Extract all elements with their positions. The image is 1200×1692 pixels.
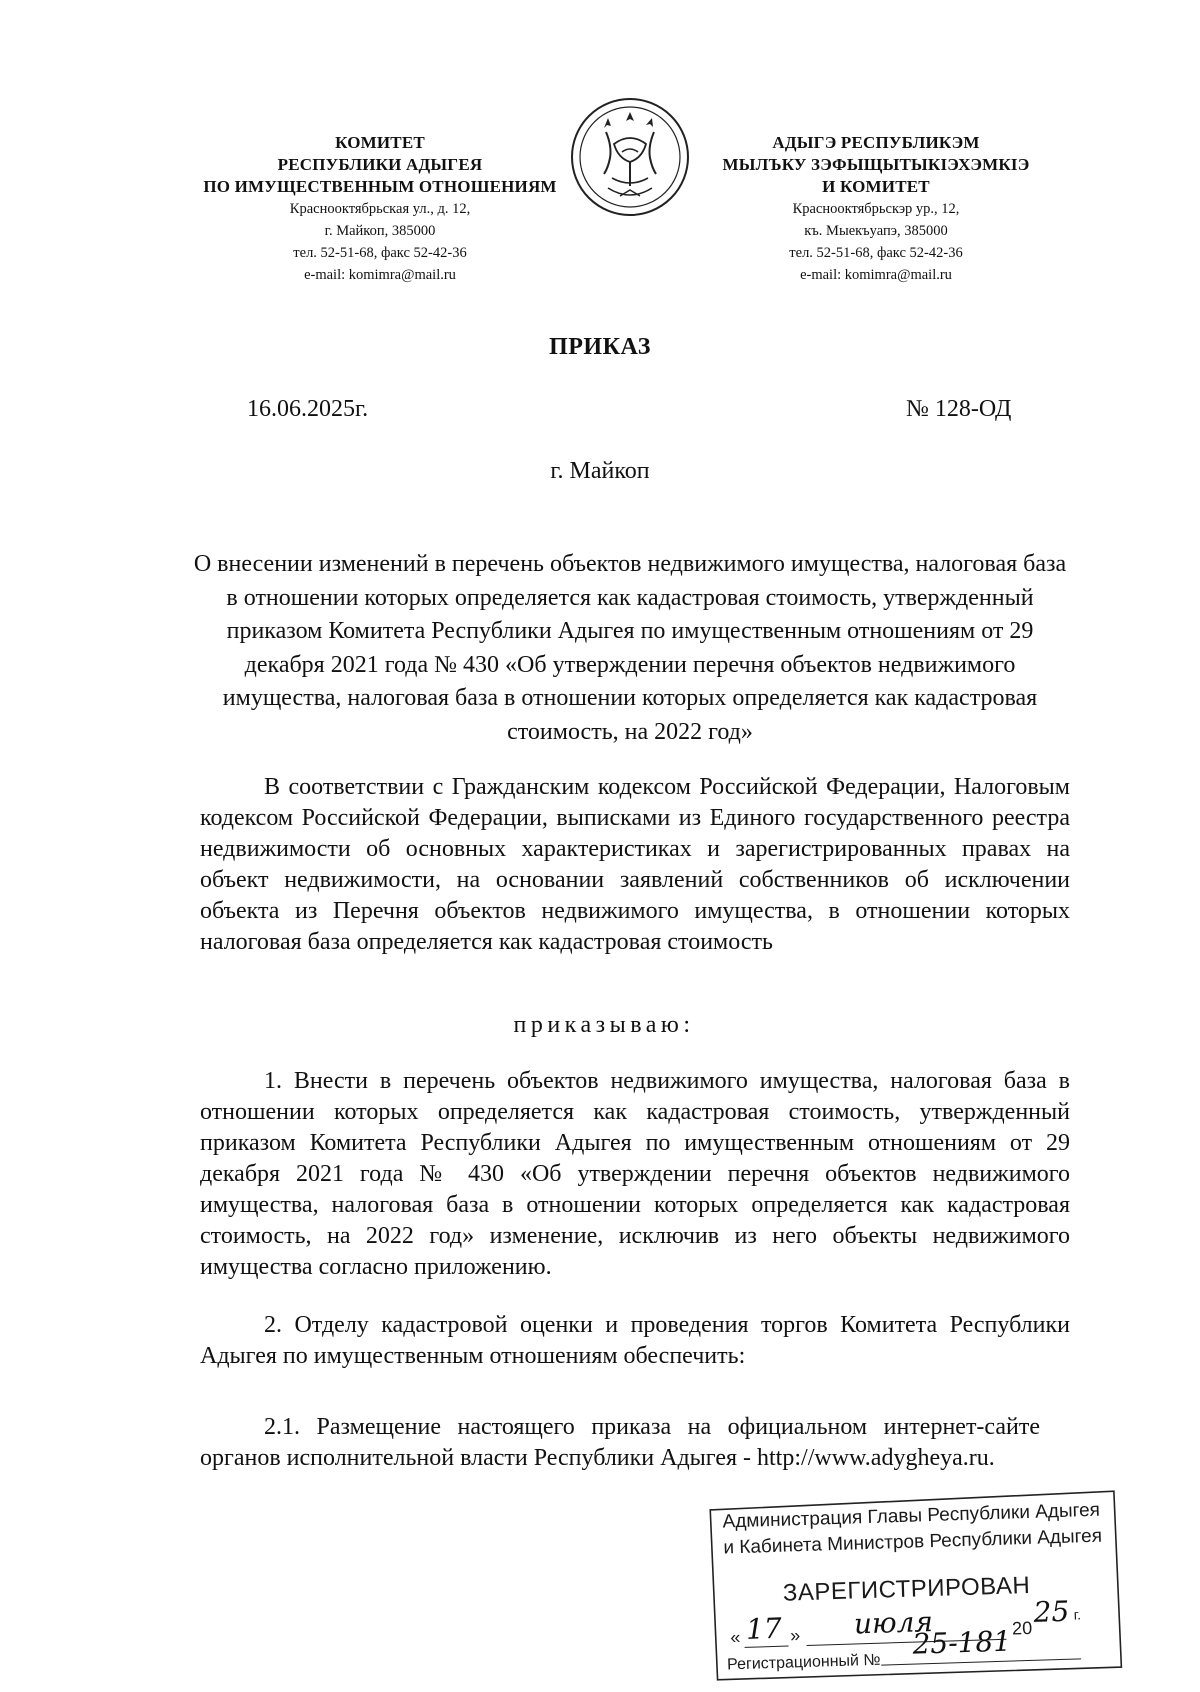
item-2-1-paragraph: 2.1. Размещение настоящего приказа на официальном интернет-сайте органов исполнительной власти Республики Адыгея - http://www.adygheya.ru. (200, 1414, 1040, 1471)
stamp-line2: и Кабинета Министров Республики Адыгея (723, 1525, 1103, 1559)
stamp-quote-open: « (729, 1627, 741, 1648)
header-right-line1: АДЫГЭ РЕСПУБЛИКЭМ (772, 133, 980, 152)
registration-stamp (708, 1489, 1123, 1682)
stamp-regno-value: 25-181 (912, 1624, 1012, 1661)
header-right-address2: къ. Мыекъуапэ, 385000 (804, 223, 948, 239)
item-1-paragraph: 1. Внести в перечень объектов недвижимого имущества, налоговая база в отношении которых определяется как кадастровая стоимость, утвержденный приказом Комитета Республики Адыгея по имущественным отношениям от 29 декабря 2021 года № 430 «Об утверждении перечня объектов недвижимого имущества, налоговая база в отношении которых определяется как кадастровая стоимость, на 2022 год» изменение, исключив из него объекты недвижимого имущества согласно приложению. (200, 1068, 1070, 1280)
stamp-line1: Администрация Главы Республики Адыгея (722, 1499, 1101, 1533)
header-left-phone: тел. 52-51-68, факс 52-42-36 (293, 245, 467, 261)
stamp-registered: ЗАРЕГИСТРИРОВАН (782, 1571, 1031, 1607)
header-right (676, 132, 1076, 286)
stamp-month: июля (853, 1605, 934, 1641)
header-left (180, 132, 580, 286)
header-right-email: e-mail: komimra@mail.ru (800, 267, 952, 283)
header-left-address2: г. Майкоп, 385000 (324, 223, 436, 239)
document-number: № 128-ОД (906, 396, 1012, 422)
document-date: 16.06.2025г. (247, 396, 369, 422)
document-city: г. Майкоп (550, 458, 650, 484)
preamble-paragraph: В соответствии с Гражданским кодексом Российской Федерации, Налоговым кодексом Российской Федерации, выписками из Единого государственного реестра недвижимости об основных характеристиках и зарегистрированных правах на объект недвижимости, на основании заявлений собственников об исключении объекта из Перечня объектов недвижимого имущества, в отношении которых налоговая база определяется как кадастровая стоимость (200, 774, 1070, 955)
header-left-line2: РЕСПУБЛИКИ АДЫГЕЯ (277, 155, 483, 174)
header-right-line3: И КОМИТЕТ (822, 177, 930, 196)
header-left-address1: Краснооктябрьская ул., д. 12, (289, 201, 471, 217)
stamp-regno-label: Регистрационный № (726, 1651, 881, 1674)
header-right-phone: тел. 52-51-68, факс 52-42-36 (789, 245, 963, 261)
header-right-line2: МЫЛЪКУ ЗЭФЫЩЫТЫКIЭХЭМКIЭ (722, 155, 1030, 174)
header-left-line1: КОМИТЕТ (335, 133, 425, 152)
document-title: ПРИКАЗ (549, 334, 651, 360)
stamp-year-suffix: 25 (1033, 1594, 1070, 1629)
stamp-day: 17 (745, 1611, 783, 1646)
header-right-address1: Краснооктябрьскэр ур., 12, (792, 201, 960, 217)
emblem-icon (568, 92, 692, 222)
header-left-line3: ПО ИМУЩЕСТВЕННЫМ ОТНОШЕНИЯМ (203, 177, 557, 196)
header-left-email: e-mail: komimra@mail.ru (304, 267, 456, 283)
stamp-year-unit: г. (1073, 1606, 1082, 1623)
item-2-paragraph: 2. Отделу кадастровой оценки и проведения торгов Комитета Республики Адыгея по имущественным отношениям обеспечить: (200, 1312, 1070, 1369)
stamp-year-prefix: 20 (1011, 1617, 1033, 1639)
stamp-quote-close: » (789, 1625, 801, 1646)
order-word: приказываю: (513, 1012, 695, 1038)
document-subject: О внесении изменений в перечень объектов недвижимого имущества, налоговая база в отношении которых определяется как кадастровая стоимость, утвержденный приказом Комитета Республики Адыгея по имущественным отношениям от 29 декабря 2021 года № 430 «Об утверждении перечня объектов недвижимого имущества, налоговая база в отношении которых определяется как кадастровая стоимость, на 2022 год» (193, 551, 1067, 745)
